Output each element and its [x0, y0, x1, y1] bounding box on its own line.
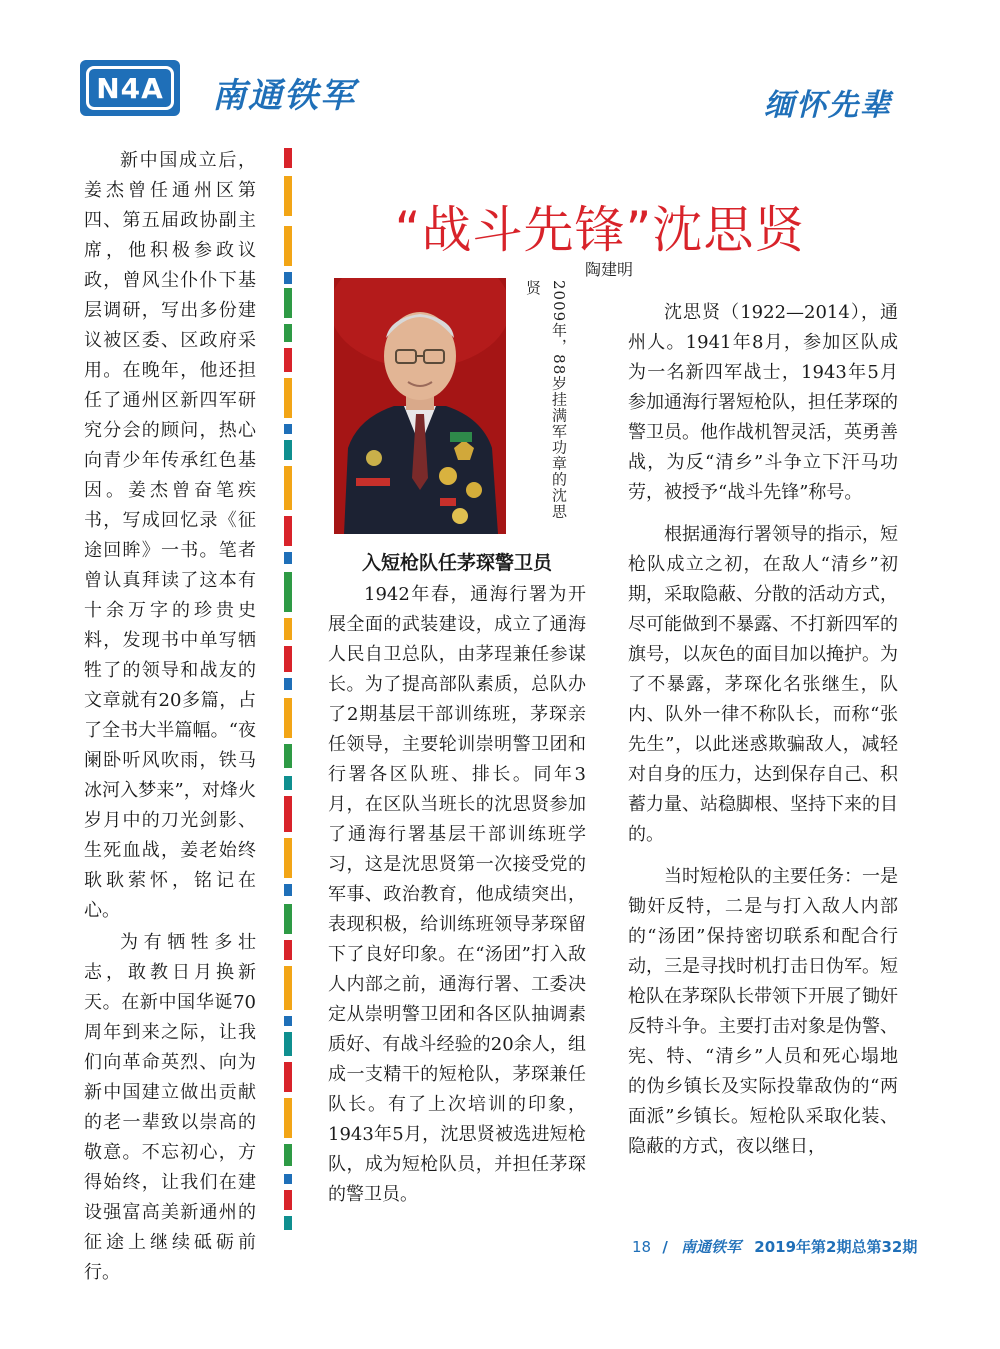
middle-column — [328, 548, 586, 1210]
strip-segment — [284, 148, 292, 168]
right-paragraph-2: 根据通海行署领导的指示，短枪队成立之初，在敌人“清乡”初期，采取隐蔽、分散的活动方式，尽可能做到不暴露、不打新四军的旗号，以灰色的面目加以掩护。为了不暴露，茅琛化名张继生，队内、队外一律不称队长，而称“张先生”，以此迷惑欺骗敌人，减轻对自身的压力，达到保存自己、积蓄力量、站稳脚根、坚持下来的目的。 — [628, 524, 898, 845]
left-paragraph-1: 新中国成立后，姜杰曾任通州区第四、第五届政协副主席，他积极参政议政，曾风尘仆仆下基层调研，写出多份建议被区委、区政府采用。在晚年，他还担任了通州区新四军研究分会的顾问，热心向青少年传承红色基因。姜杰曾奋笔疾书，写成回忆录《征途回眸》一书。笔者曾认真拜读了这本有十余万字的珍贵史料，发现书中单写牺牲了的领导和战友的文章就有20多篇，占了全书大半篇幅。“夜阑卧听风吹雨，铁马冰河入梦来”，对烽火岁月中的刀光剑影、生死血战，姜老始终耿耿萦怀，铭记在心。 — [84, 150, 256, 921]
strip-segment — [284, 776, 292, 790]
strip-segment — [284, 176, 292, 216]
footer-brand: 南通铁军 — [681, 1238, 742, 1256]
strip-segment — [284, 1032, 292, 1056]
strip-segment — [284, 378, 292, 418]
strip-segment — [284, 1216, 292, 1230]
strip-segment — [284, 698, 292, 738]
strip-segment — [284, 324, 292, 342]
strip-segment — [284, 1174, 292, 1184]
right-paragraph-1: 沈思贤（1922—2014），通州人。1941年8月，参加区队成为一名新四军战士，1943年5月参加通海行署短枪队，担任茅琛的警卫员。他作战机智灵活，英勇善战，为反“清乡”斗争立下汗马功劳，被授予“战斗先锋”称号。 — [628, 302, 898, 503]
strip-segment — [284, 940, 292, 960]
strip-segment — [284, 796, 292, 832]
portrait-illustration — [334, 278, 506, 534]
magazine-brand: 南通铁军 — [212, 76, 356, 116]
logo-text: N4A — [86, 66, 174, 110]
strip-segment — [284, 572, 292, 612]
strip-segment — [284, 516, 292, 546]
page-number: 18 — [632, 1238, 652, 1256]
strip-segment — [284, 1016, 292, 1026]
section-tag: 缅怀先辈 — [764, 88, 892, 123]
photo-caption: 2009年，88岁挂满军功章的沈思贤 — [524, 280, 568, 520]
strip-segment — [284, 466, 292, 510]
strip-segment — [284, 838, 292, 878]
strip-segment — [284, 744, 292, 768]
footer-separator: / — [662, 1238, 668, 1256]
strip-segment — [284, 348, 292, 372]
strip-segment — [284, 440, 292, 460]
strip-segment — [284, 226, 292, 266]
strip-segment — [284, 966, 292, 1010]
section-subheading: 入短枪队任茅琛警卫员 — [361, 552, 552, 574]
strip-segment — [284, 678, 292, 690]
strip-segment — [284, 904, 292, 934]
article-author: 陶建明 — [585, 260, 634, 279]
strip-segment — [284, 272, 292, 284]
left-column — [84, 146, 256, 1288]
color-divider-strip — [284, 148, 292, 1234]
n4a-logo — [80, 60, 180, 116]
left-paragraph-2: 为有牺牲多壮志，敢教日月换新天。在新中国华诞70周年到来之际，让我们向革命英烈、向为新中国建立做出贡献的老一辈致以崇高的敬意。不忘初心，方得始终，让我们在建设强富高美新通州的征途上继续砥砺前行。 — [84, 932, 256, 1283]
strip-segment — [284, 552, 292, 564]
strip-segment — [284, 424, 292, 434]
strip-segment — [284, 1098, 292, 1138]
strip-segment — [284, 646, 292, 672]
page-footer — [632, 1236, 917, 1257]
middle-paragraph: 1942年春，通海行署为开展全面的武装建设，成立了通海人民自卫总队，由茅珵兼任参谋长。为了提高部队素质，总队办了2期基层干部训练班，茅琛亲任领导，主要轮训崇明警卫团和行署各区队班、排长。同年3月，在区队当班长的沈思贤参加了通海行署基层干部训练班学习，这是沈思贤第一次接受党的军事、政治教育，他成绩突出，表现积极，给训练班领导茅琛留下了良好印象。在“汤团”打入敌人内部之前，通海行署、工委决定从崇明警卫团和各区队抽调素质好、有战斗经验的20余人，组成一支精干的短枪队，茅琛兼任队长。有了上次培训的印象，1943年5月，沈思贤被选进短枪队，成为短枪队员，并担任茅琛的警卫员。 — [328, 584, 586, 1205]
strip-segment — [284, 1144, 292, 1166]
strip-segment — [284, 288, 292, 318]
portrait-photo — [334, 278, 506, 534]
article-title: “战斗先锋”沈思贤 — [394, 201, 806, 259]
strip-segment — [284, 884, 292, 896]
right-paragraph-3: 当时短枪队的主要任务：一是锄奸反特，二是与打入敌人内部的“汤团”保持密切联系和配合行动，三是寻找时机打击日伪军。短枪队在茅琛队长带领下开展了锄奸反特斗争。主要打击对象是伪警、宪、特、“清乡”人员和死心塌地的伪乡镇长及实际投靠敌伪的“两面派”乡镇长。短枪队采取化装、隐蔽的方式，夜以继日， — [628, 866, 898, 1157]
right-column — [628, 298, 898, 1162]
issue-info: 2019年第2期总第32期 — [754, 1238, 918, 1256]
strip-segment — [284, 1190, 292, 1210]
strip-segment — [284, 618, 292, 640]
strip-segment — [284, 1062, 292, 1092]
